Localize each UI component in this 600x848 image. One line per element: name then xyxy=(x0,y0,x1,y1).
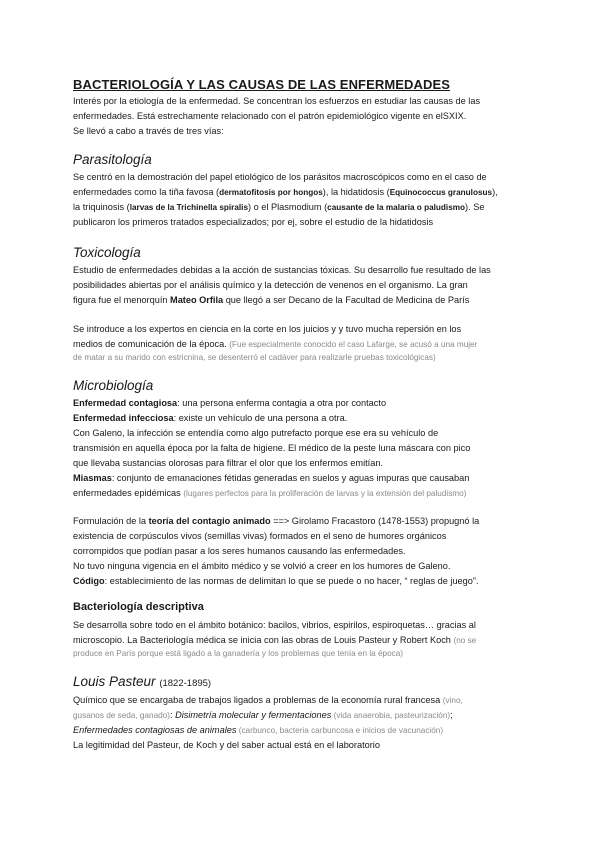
microbiologia-line-2: Enfermedad infecciosa: existe un vehículo de una persona a otra. xyxy=(73,413,348,423)
microbiologia-line-5: que llevaba sustancias olorosas para filtrar el olor que los enfermos emitían. xyxy=(73,458,383,468)
microbiologia-line-11: No tuvo ninguna vigencia en el ámbito médico y se volvió a creer en los humores de Galeno. xyxy=(73,561,451,571)
intro-line-1: Interés por la etiología de la enfermedad. Se concentran los esfuerzos en estudiar las causas de las xyxy=(73,96,481,106)
microbiologia-line-1: Enfermedad contagiosa: una persona enferma contagia a otra por contacto xyxy=(73,398,387,408)
heading-pasteur: Louis Pasteur (1822-1895) xyxy=(73,674,212,689)
pasteur-line-2: gusanos de seda, ganado): Disimetría molecular y fermentaciones (vida anaerobia, pasteurización); xyxy=(73,710,453,720)
toxicologia-line-1: Estudio de enfermedades debidas a la acción de sustancias tóxicas. Su desarrollo fue resultado de las xyxy=(73,265,491,275)
heading-bacteriologia: Bacteriología descriptiva xyxy=(73,601,204,613)
parasitologia-line-1: Se centró en la demostración del papel etiológico de los parásitos macroscópicos como en el caso de xyxy=(73,172,487,182)
microbiologia-line-3: Con Galeno, la infección se entendía como algo putrefacto porque ese era su vehículo de xyxy=(73,428,439,438)
toxicologia-line-6: de matar a su marido con estricnina, se desenterró el cadáver para realizarle pruebas toxicológicas) xyxy=(73,353,436,362)
pasteur-line-4: La legitimidad del Pasteur, de Koch y del saber actual está en el laboratorio xyxy=(73,740,380,750)
parasitologia-line-4: publicaron los primeros tratados especializados; por ej, sobre el estudio de la hidatidosis xyxy=(73,217,434,227)
heading-microbiologia: Microbiología xyxy=(73,378,154,393)
page-title: BACTERIOLOGÍA Y LAS CAUSAS DE LAS ENFERMEDADES xyxy=(73,77,451,92)
microbiologia-line-6: Miasmas: conjunto de emanaciones fétidas generadas en suelos y aguas impuras que causaban xyxy=(73,473,470,483)
intro-line-3: Se llevó a cabo a través de tres vías: xyxy=(73,126,224,136)
bacteriologia-line-2: microscopio. La Bacteriología médica se inicia con las obras de Louis Pasteur y Robert Koch (no se xyxy=(73,635,477,645)
microbiologia-line-10: corrompidos que podían pasar a los seres humanos causando las enfermedades. xyxy=(73,546,406,556)
microbiologia-line-8: Formulación de la teoría del contagio animado ==> Girolamo Fracastoro (1478-1553) propugnó la xyxy=(73,516,480,526)
heading-parasitologia: Parasitología xyxy=(73,152,152,167)
pasteur-line-3: Enfermedades contagiosas de animales (carbunco, bacteria carbuncosa e inicios de vacunación) xyxy=(73,725,444,735)
microbiologia-line-9: existencia de corpúsculos vivos (semillas vivas) formados en el seno de humores orgánicos xyxy=(73,531,447,541)
microbiologia-line-7: enfermedades epidémicas (lugares perfectos para la proliferación de larvas y la extensión del paludismo) xyxy=(73,488,467,498)
toxicologia-line-4: Se introduce a los expertos en ciencia en la corte en los juicios y y tuvo mucha repersión en los xyxy=(73,324,462,334)
intro-line-2: enfermedades. Está estrechamente relacionado con el patrón epidemiológico vigente en elSXIX. xyxy=(73,111,467,121)
microbiologia-line-4: transmisión en aquella época por la falta de higiene. El médico de la peste luna máscara con pico xyxy=(73,443,471,453)
pasteur-line-1: Químico que se encargaba de trabajos ligados a problemas de la economía rural francesa (vino, xyxy=(73,695,463,705)
bacteriologia-line-3: produce en París porque está ligado a la ganadería y los problemas que tenía en la época) xyxy=(73,649,403,658)
bacteriologia-line-1: Se desarrolla sobre todo en el ámbito botánico: bacilos, vibrios, espirilos, espiroquetas… gracias al xyxy=(73,620,476,630)
parasitologia-line-3: la triquinosis (larvas de la Trichinella spiralis) o el Plasmodium (causante de la malaria o paludismo). Se xyxy=(73,202,485,212)
toxicologia-line-5: medios de comunicación de la época. (Fue especialmente conocido el caso Lafarge, se acusó a una mujer xyxy=(73,339,478,349)
heading-toxicologia: Toxicología xyxy=(73,245,141,260)
toxicologia-line-3: figura fue el menorquín Mateo Orfila que llegó a ser Decano de la Facultad de Medicina de París xyxy=(73,295,470,305)
parasitologia-line-2: enfermedades como la tiña favosa (dermatofitosis por hongos), la hidatidosis (Equinococcus granulosus), xyxy=(73,187,498,197)
microbiologia-line-12: Código: establecimiento de las normas de delimitan lo que se puede o no hacer, “ reglas de juego”. xyxy=(73,576,479,586)
toxicologia-line-2: posibilidades abiertas por el análisis químico y la detección de venenos en el organismo. La gran xyxy=(73,280,468,290)
